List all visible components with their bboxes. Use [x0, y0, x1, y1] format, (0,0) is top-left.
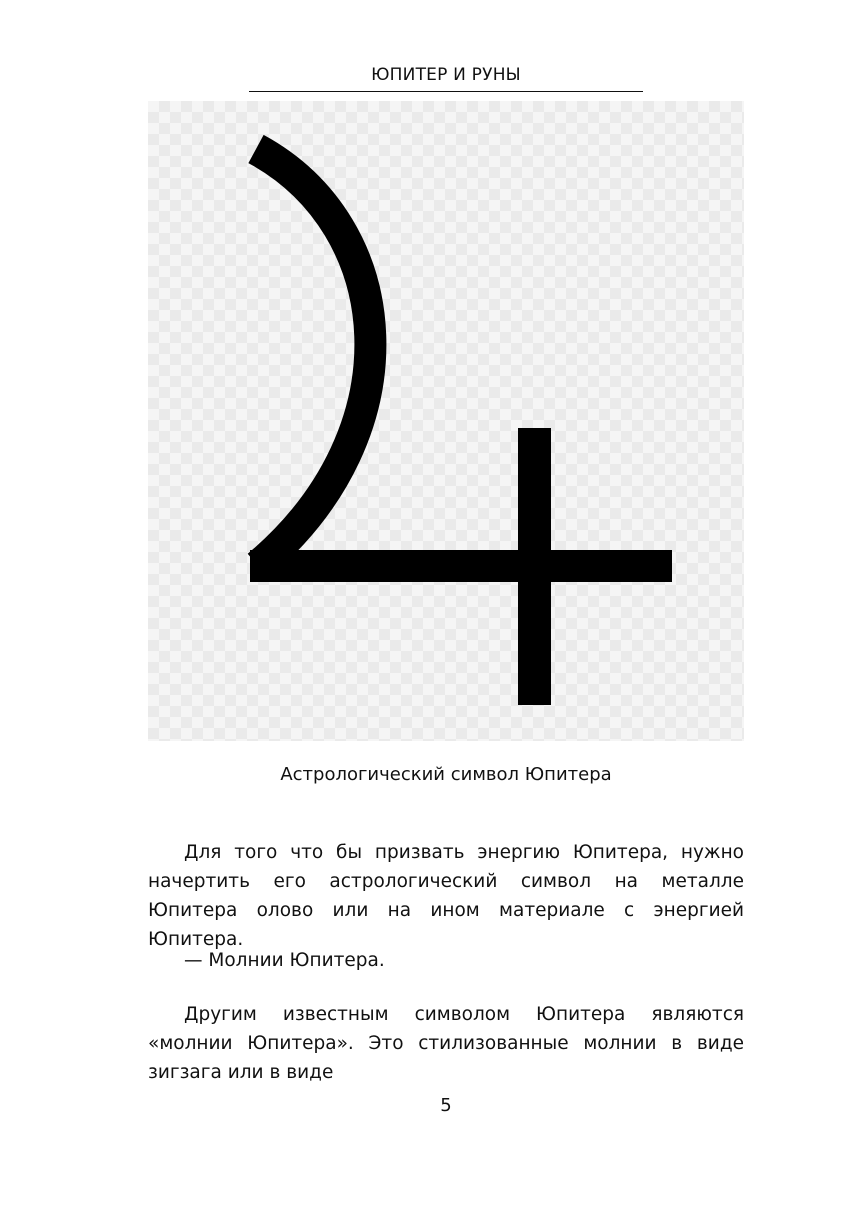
jupiter-symbol-arc [256, 149, 370, 566]
figure-caption: Астрологический символ Юпитера [280, 764, 612, 785]
jupiter-astrological-symbol-icon [148, 101, 744, 741]
jupiter-symbol-vertical-bar [518, 428, 551, 705]
running-head: ЮПИТЕР И РУНЫ [249, 64, 643, 92]
paragraph-invocation: Для того что бы призвать энергию Юпитера, нужно начертить его астрологический символ на металле Юпитера олово или на ином материале с энергией Юпитера. [148, 842, 744, 950]
page-number: 5 [440, 1095, 452, 1116]
paragraph-lightning-heading: — Молнии Юпитера. [184, 950, 385, 971]
paragraph-lightning-description: Другим известным символом Юпитера являются «молнии Юпитера». Это стилизованные молнии в виде зигзага или в виде [148, 1004, 744, 1083]
figure-jupiter-symbol [148, 101, 744, 741]
jupiter-symbol-crossbar [250, 550, 672, 582]
